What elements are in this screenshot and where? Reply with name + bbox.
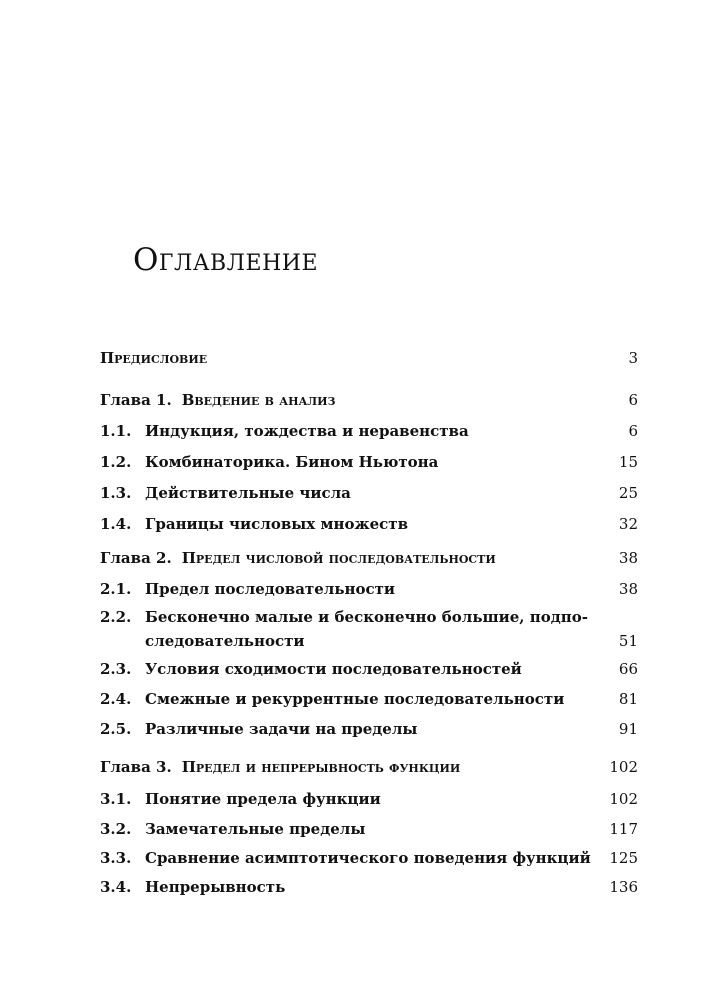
toc-page-number: 91 (618, 720, 638, 738)
section-title: Комбинаторика. Бином Ньютона (145, 453, 439, 471)
dot-leader (359, 484, 613, 502)
toc-chapter-1[interactable] (100, 387, 638, 409)
dot-leader (215, 349, 622, 367)
toc-page-number: 15 (618, 453, 638, 471)
toc-section-2-2-continued[interactable] (100, 628, 638, 650)
section-title-line-1: Бесконечно малые и бесконечно большие, подпо- (145, 608, 588, 626)
dot-leader (403, 580, 613, 598)
dot-leader (425, 720, 612, 738)
section-number: 1.4. (100, 515, 132, 533)
section-title: Понятие предела функции (145, 790, 381, 808)
section-title: Замечательные пределы (145, 820, 366, 838)
chapter-label: Глава 3. (100, 758, 172, 776)
section-title: Различные задачи на пределы (145, 720, 418, 738)
dot-leader (313, 632, 613, 650)
dot-leader (446, 453, 613, 471)
section-number: 3.3. (100, 849, 132, 867)
section-title: Непрерывность (145, 878, 286, 896)
dot-leader (530, 660, 613, 678)
chapter-label: Глава 1. (100, 391, 172, 409)
dot-leader (572, 690, 613, 708)
toc-section-1-3[interactable] (100, 480, 638, 502)
section-title: Предел последовательности (145, 580, 396, 598)
section-title: Индукция, тождества и неравенства (145, 422, 469, 440)
dot-leader (389, 790, 604, 808)
toc-section-1-2[interactable] (100, 449, 638, 471)
section-number: 2.4. (100, 690, 132, 708)
toc-section-3-4[interactable] (100, 874, 638, 896)
section-title: Действительные числа (145, 484, 351, 502)
toc-section-2-1[interactable] (100, 576, 638, 598)
toc-chapter-2[interactable] (100, 545, 638, 567)
toc-page-number: 38 (618, 580, 638, 598)
section-number: 3.1. (100, 790, 132, 808)
toc-section-2-4[interactable] (100, 686, 638, 708)
section-number: 2.3. (100, 660, 132, 678)
chapter-label: Глава 2. (100, 549, 172, 567)
toc-page-number: 117 (609, 820, 638, 838)
dot-leader (504, 549, 613, 567)
toc-page-number: 38 (618, 549, 638, 567)
toc-page-number: 25 (618, 484, 638, 502)
toc-page-number: 51 (618, 632, 638, 650)
section-number: 1.1. (100, 422, 132, 440)
section-title: Границы числовых множеств (145, 515, 409, 533)
section-title: Смежные и рекуррентные последовательности (145, 690, 565, 708)
toc-entry-preface[interactable] (100, 345, 638, 367)
section-number: 2.5. (100, 720, 132, 738)
section-number: 2.2. (100, 608, 132, 626)
section-title: Условия сходимости последовательностей (145, 660, 522, 678)
dot-leader (293, 878, 603, 896)
toc-section-2-3[interactable] (100, 656, 638, 678)
toc-page-number: 6 (628, 422, 638, 440)
toc-page-number: 81 (618, 690, 638, 708)
section-number: 3.2. (100, 820, 132, 838)
page-title: Оглавление (133, 242, 319, 278)
section-title-line-2: следовательности (145, 632, 305, 650)
chapter-title: Введение в анализ (181, 391, 336, 409)
toc-page-number: 102 (609, 758, 638, 776)
toc-section-1-4[interactable] (100, 511, 638, 533)
dot-leader (595, 849, 606, 867)
dot-leader (468, 758, 603, 776)
section-number: 1.2. (100, 453, 132, 471)
section-title: Сравнение асимптотического поведения функций (145, 849, 591, 867)
dot-leader (477, 422, 623, 440)
toc-page-number: 136 (609, 878, 638, 896)
toc-entry-label: Предисловие (100, 349, 208, 367)
toc-page-number: 6 (628, 391, 638, 409)
dot-leader (416, 515, 613, 533)
chapter-title: Предел числовой последовательности (181, 549, 496, 567)
toc-section-2-2[interactable] (100, 604, 638, 626)
toc-section-3-2[interactable] (100, 816, 638, 838)
toc-page-number: 3 (628, 349, 638, 367)
toc-page-number: 32 (618, 515, 638, 533)
dot-leader (344, 391, 623, 409)
toc-page-number: 66 (618, 660, 638, 678)
section-number: 3.4. (100, 878, 132, 896)
toc-section-1-1[interactable] (100, 418, 638, 440)
toc-page-number: 125 (609, 849, 638, 867)
section-number: 2.1. (100, 580, 132, 598)
section-number: 1.3. (100, 484, 132, 502)
toc-section-3-1[interactable] (100, 786, 638, 808)
toc-section-2-5[interactable] (100, 716, 638, 738)
chapter-title: Предел и непрерывность функции (181, 758, 461, 776)
toc-chapter-3[interactable] (100, 754, 638, 776)
toc-section-3-3[interactable] (100, 845, 638, 867)
toc-page-number: 102 (609, 790, 638, 808)
dot-leader (373, 820, 603, 838)
